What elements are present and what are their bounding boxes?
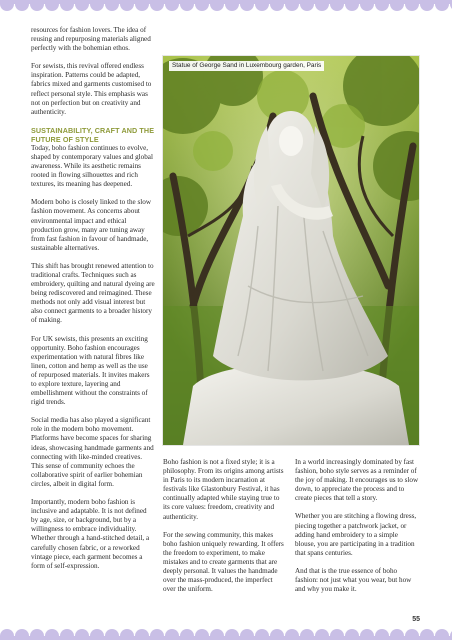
- paragraph: Today, boho fashion continues to evolve, shaped by contemporary values and global awareness. While its aesthetic remains rooted in flowing silhouettes and rich textures, its meaning has deepened.: [31, 143, 153, 189]
- top-scallop-border: [0, 0, 452, 12]
- bottom-scallop-border: [0, 628, 452, 640]
- statue-photo: [163, 56, 419, 445]
- photo-caption: Statue of George Sand in Luxembourg garden, Paris: [169, 61, 324, 71]
- paragraph: For UK sewists, this presents an exciting opportunity. Boho fashion encourages experimentation with natural fibres like linen, cotton and hemp as well as the use of repurposed materials. It invites makers to explore texture, layering and embellishment without the constraints of rigid trends.: [31, 334, 150, 407]
- paragraph: Modern boho is closely linked to the slow fashion movement. As concerns about environmental impact and ethical production grow, many are tuning away from fast fashion in favour of handmade, sustainable alternatives.: [31, 198, 151, 252]
- paragraph: For sewists, this revival offered endless inspiration. Patterns could be adapted, fabrics mixed and garments customised to reflect personal style. This emphasis was not on perfection but on creativity and authenticity.: [31, 62, 152, 116]
- article-column-1: [31, 26, 155, 580]
- paragraph: In a world increasingly dominated by fast fashion, boho style serves as a reminder of the joy of making. It encourages us to slow down, to appreciate the process and to create pieces that tell a story.: [295, 458, 419, 503]
- page-number: 55: [412, 616, 420, 623]
- article-column-2: [163, 458, 287, 603]
- paragraph: resources for fashion lovers. The idea of reusing and repurposing materials aligned perfectly with the bohemian ethos.: [31, 26, 151, 53]
- article-column-3: [295, 458, 419, 603]
- paragraph: Boho fashion is not a fixed style; it is a philosophy. From its origins among artists in Paris to its modern incarnation at festivals like Glastonbury Festival, it has continually adapted while staying true to its core values: freedom, creativity and authenticity.: [163, 458, 284, 521]
- paragraph: Whether you are stitching a flowing dress, piecing together a patchwork jacket, or adding hand embroidery to a simple blouse, you are participating in a tradition that spans centuries.: [295, 512, 417, 557]
- paragraph: Importantly, modern boho fashion is inclusive and adaptable. It is not defined by age, size, or background, but by a willingness to embrace individuality. Whether through a hand-stitched detail, a carefully chosen fabric, or a reworked vintage piece, each garment becomes a form of self-expression.: [31, 498, 150, 570]
- statue-illustration: [163, 56, 419, 445]
- section-subheading: SUSTAINABILITY, CRAFT AND THE FUTURE OF STYLE: [31, 125, 155, 144]
- paragraph: And that is the true essence of boho fashion: not just what you wear, but how and why you make it.: [295, 566, 412, 594]
- paragraph: For the sewing community, this makes boho fashion uniquely rewarding. It offers the freedom to experiment, to make mistakes and to create garments that are deeply personal. It values the handmade over the mass-produced, the imperfect over the uniform.: [163, 530, 284, 594]
- paragraph: Social media has also played a significant role in the modern boho movement. Platforms have become spaces for sharing ideas, showcasing handmade garments and connecting with like-minded creatives. This sense of community echoes the collaborative spirit of earlier bohemian circles, albeit in digital form.: [31, 416, 154, 488]
- paragraph: This shift has brought renewed attention to traditional crafts. Techniques such as embroidery, quilting and natural dyeing are being rediscovered and reimagined. These methods not only add visual interest but also connect garments to a broader history of making.: [31, 261, 155, 325]
